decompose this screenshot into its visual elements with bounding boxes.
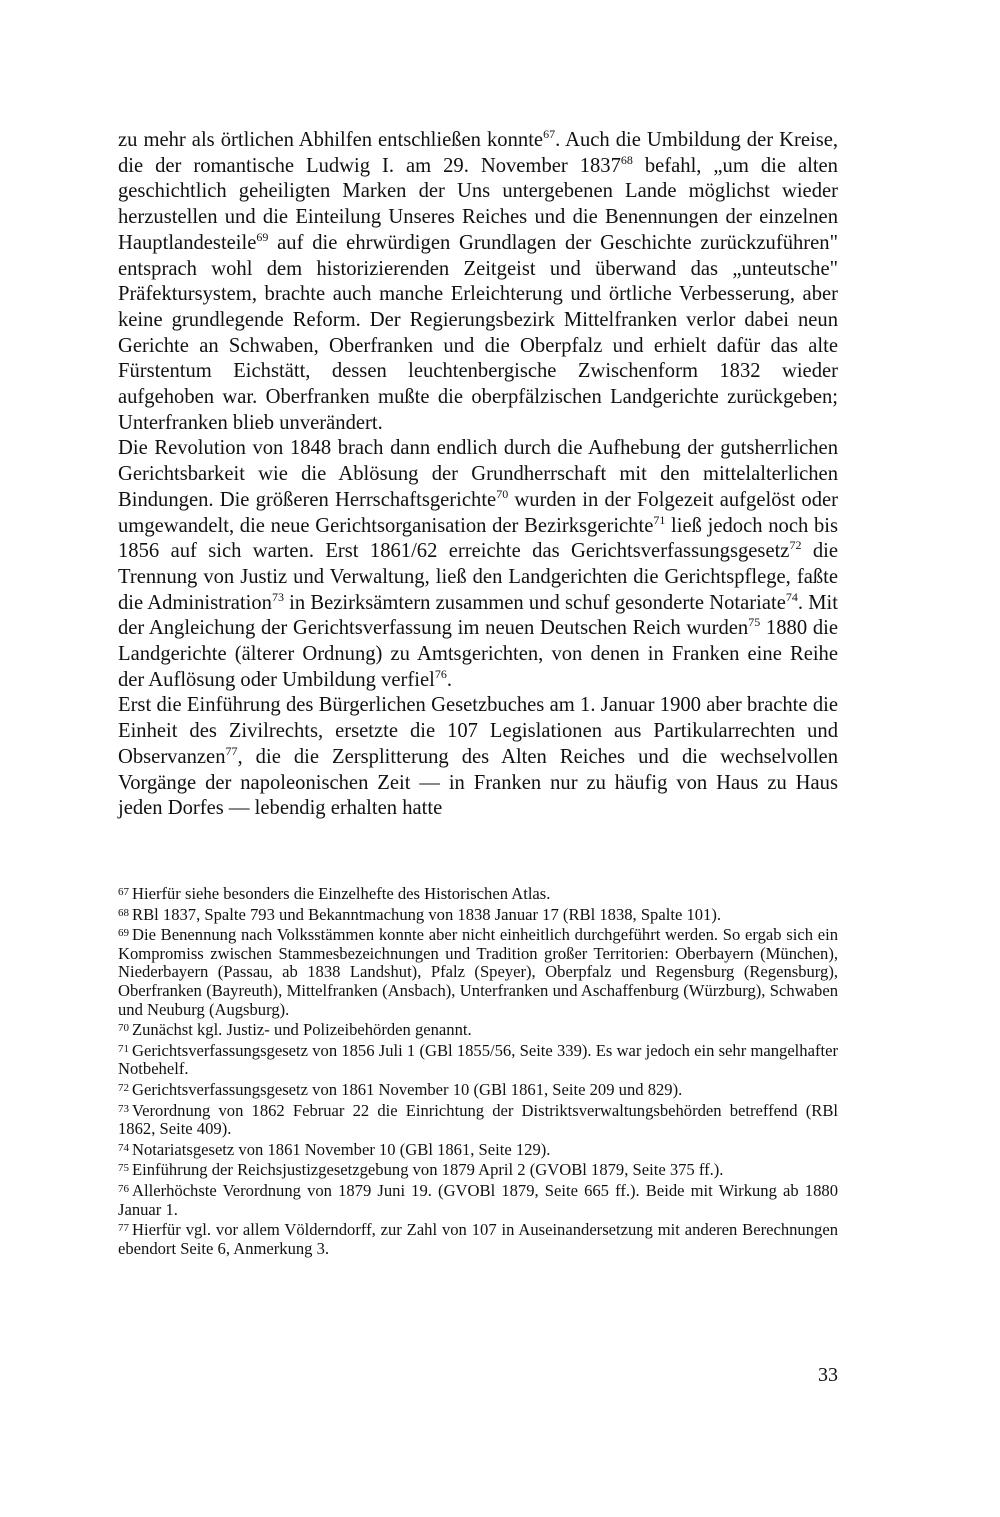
- text-run: wurden in der Folgezeit aufgelöst oder umgewandelt, die neue Gerichtsorganisation der Bezirksgerichte: [118, 488, 838, 537]
- footnote: [118, 1079, 838, 1100]
- footnote-reference: 75: [748, 615, 761, 630]
- text-run: zu mehr als örtlichen Abhilfen entschließen konnte: [118, 129, 544, 151]
- footnote: [118, 1040, 838, 1079]
- footnote-reference: 71: [653, 512, 666, 527]
- footnote-number: 72: [118, 1081, 129, 1094]
- footnote-text: RBl 1837, Spalte 793 und Bekanntmachung von 1838 Januar 17 (RBl 1838, Spalte 101).: [132, 904, 722, 924]
- footnote-number: 77: [118, 1222, 129, 1235]
- body-paragraph: [118, 693, 838, 822]
- footnote-reference: 69: [256, 229, 269, 244]
- footnote-text: Gerichtsverfassungsgesetz von 1856 Juli 1 (GBl 1855/56, Seite 339). Es war jedoch ein sehr mangelhafter Notbehelf.: [118, 1040, 838, 1079]
- footnote: [118, 1019, 838, 1040]
- footnote: [118, 904, 838, 925]
- text-run: in Bezirksämtern zusammen und schuf gesonderte Notariate: [283, 591, 786, 614]
- body-paragraph: [118, 436, 838, 693]
- footnote-reference: 67: [543, 127, 556, 141]
- footnote-reference: 77: [225, 743, 238, 758]
- footnote-number: 67: [118, 886, 129, 898]
- text-run: . Mit der Angleichung der Gerichtsverfassung im neuen Deutschen Reich wurden: [118, 591, 838, 640]
- text-run: ließ jedoch noch bis 1856 auf sich warten. Erst 1861/62 erreichte das Gerichtsverfassungsgesetz: [118, 514, 838, 563]
- footnote-text: Hierfür vgl. vor allem Völderndorff, zur Zahl von 107 in Auseinandersetzung mit anderen Berechnungen ebendort Seite 6, Anmerkung 3.: [118, 1220, 838, 1258]
- footnote-reference: 76: [434, 666, 447, 681]
- footnote-number: 69: [118, 927, 129, 940]
- footnote-number: 75: [118, 1162, 129, 1175]
- footnote: [118, 1159, 838, 1180]
- text-run: , die die Zersplitterung des Alten Reiches und die wechselvollen Vorgänge der napoleonischen Zeit — in Franken nur zu häufig von Haus zu Haus jeden Dorfes — lebendig erhalten hatte: [118, 745, 838, 820]
- footnote-number: 73: [118, 1102, 129, 1115]
- footnote: [118, 1100, 838, 1139]
- text-run: . Auch die Umbildung der Kreise, die der romantische Ludwig I. am 29. November 1837: [118, 129, 839, 177]
- footnote-text: Hierfür siehe besonders die Einzelhefte des Historischen Atlas.: [132, 884, 551, 903]
- text-run: Erst die Einführung des Bürgerlichen Gesetzbuches am 1. Januar 1900 aber brachte die Einheit des Zivilrechts, ersetzte die 107 Legislationen aus Partikularrechten und Observanzen: [118, 694, 838, 768]
- page-number: 33: [818, 1364, 838, 1386]
- footnote-reference: 72: [789, 538, 802, 553]
- footnotes: [118, 883, 838, 1258]
- footnote-number: 74: [118, 1141, 129, 1154]
- text-run: die Trennung von Justiz und Verwaltung, ließ den Landgerichten die Gerichtspflege, faßte die Administration: [118, 540, 838, 614]
- footnote-reference: 68: [620, 152, 633, 167]
- footnote-number: 70: [118, 1022, 129, 1035]
- footnote-text: Notariatsgesetz von 1861 November 10 (GBl 1861, Seite 129).: [132, 1139, 551, 1159]
- footnote-number: 76: [118, 1182, 129, 1195]
- footnote-number: 71: [118, 1042, 129, 1055]
- footnote: [118, 1139, 838, 1160]
- footnote-text: Gerichtsverfassungsgesetz von 1861 November 10 (GBl 1861, Seite 209 und 829).: [132, 1079, 683, 1099]
- text-run: 1880 die Landgerichte (älterer Ordnung) zu Amtsgerichten, von denen in Franken eine Reihe der Auflösung oder Umbildung verfiel: [118, 617, 838, 691]
- footnote-reference: 73: [271, 589, 284, 604]
- text-run: auf die ehrwürdigen Grundlagen der Geschichte zurückzuführen" entsprach wohl dem historizierenden Zeitgeist und überwand das „unteutsche" Präfektursystem, brachte auch manche Erleichterung und örtliche Verbesserung, aber keine grundlegende Reform. Der Regierungsbezirk Mittelfranken verlor dabei neun Gerichte an Schwaben, Oberfranken und die Oberpfalz und erhielt dafür das alte Fürstentum Eichstätt, dessen leuchtenbergische Zwischenform 1832 wieder aufgehoben war. Oberfranken mußte die oberpfälzischen Landgerichte zurückgeben; Unterfranken blieb unverändert.: [118, 231, 838, 434]
- footnote: [118, 924, 838, 1019]
- text-run: Die Revolution von 1848 brach dann endlich durch die Aufhebung der gutsherrlichen Gerichtsbarkeit wie die Ablösung der Grundherrschaft mit den mittelalterlichen Bindungen. Die größeren Herrschaftsgerichte: [118, 437, 838, 511]
- footnote-text: Zunächst kgl. Justiz- und Polizeibehörden genannt.: [132, 1020, 472, 1040]
- footnote-text: Die Benennung nach Volksstämmen konnte aber nicht einheitlich durchgeführt werden. So ergab sich ein Kompromiss zwischen Stammesbezeichnungen und Tradition großer Territorien: Oberbayern (München), Niederbayern (Passau, ab 1838 Landshut), Pfalz (Speyer), Oberpfalz und Regensburg (Regensburg), Oberfranken (Bayreuth), Mittelfranken (Ansbach), Unterfranken und Aschaffenburg (Würzburg), Schwaben und Neuburg (Augsburg).: [118, 925, 838, 1019]
- text-run: .: [446, 668, 453, 691]
- footnote-reference: 70: [496, 486, 509, 501]
- footnote-text: Verordnung von 1862 Februar 22 die Einrichtung der Distriktsverwaltungsbehörden betreffend (RBl 1862, Seite 409).: [118, 1100, 838, 1139]
- footnote-reference: 74: [785, 589, 798, 604]
- body-paragraph: [118, 128, 838, 436]
- footnote-text: Allerhöchste Verordnung von 1879 Juni 19. (GVOBl 1879, Seite 665 ff.). Beide mit Wirkung ab 1880 Januar 1.: [118, 1180, 838, 1219]
- footnote: [118, 1219, 838, 1258]
- footnote-number: 68: [118, 906, 129, 919]
- footnote: [118, 1180, 838, 1219]
- footnote: [118, 883, 838, 904]
- main-text: [118, 128, 838, 822]
- footnote-text: Einführung der Reichsjustizgesetzgebung von 1879 April 2 (GVOBl 1879, Seite 375 ff.).: [132, 1160, 724, 1180]
- text-run: befahl, „um die alten geschichtlich geheiligten Marken der Uns untergebenen Lande möglichst wieder herzustellen und die Einteilung Unseres Reiches und die Benennungen der einzelnen Hauptlandesteile: [118, 154, 838, 254]
